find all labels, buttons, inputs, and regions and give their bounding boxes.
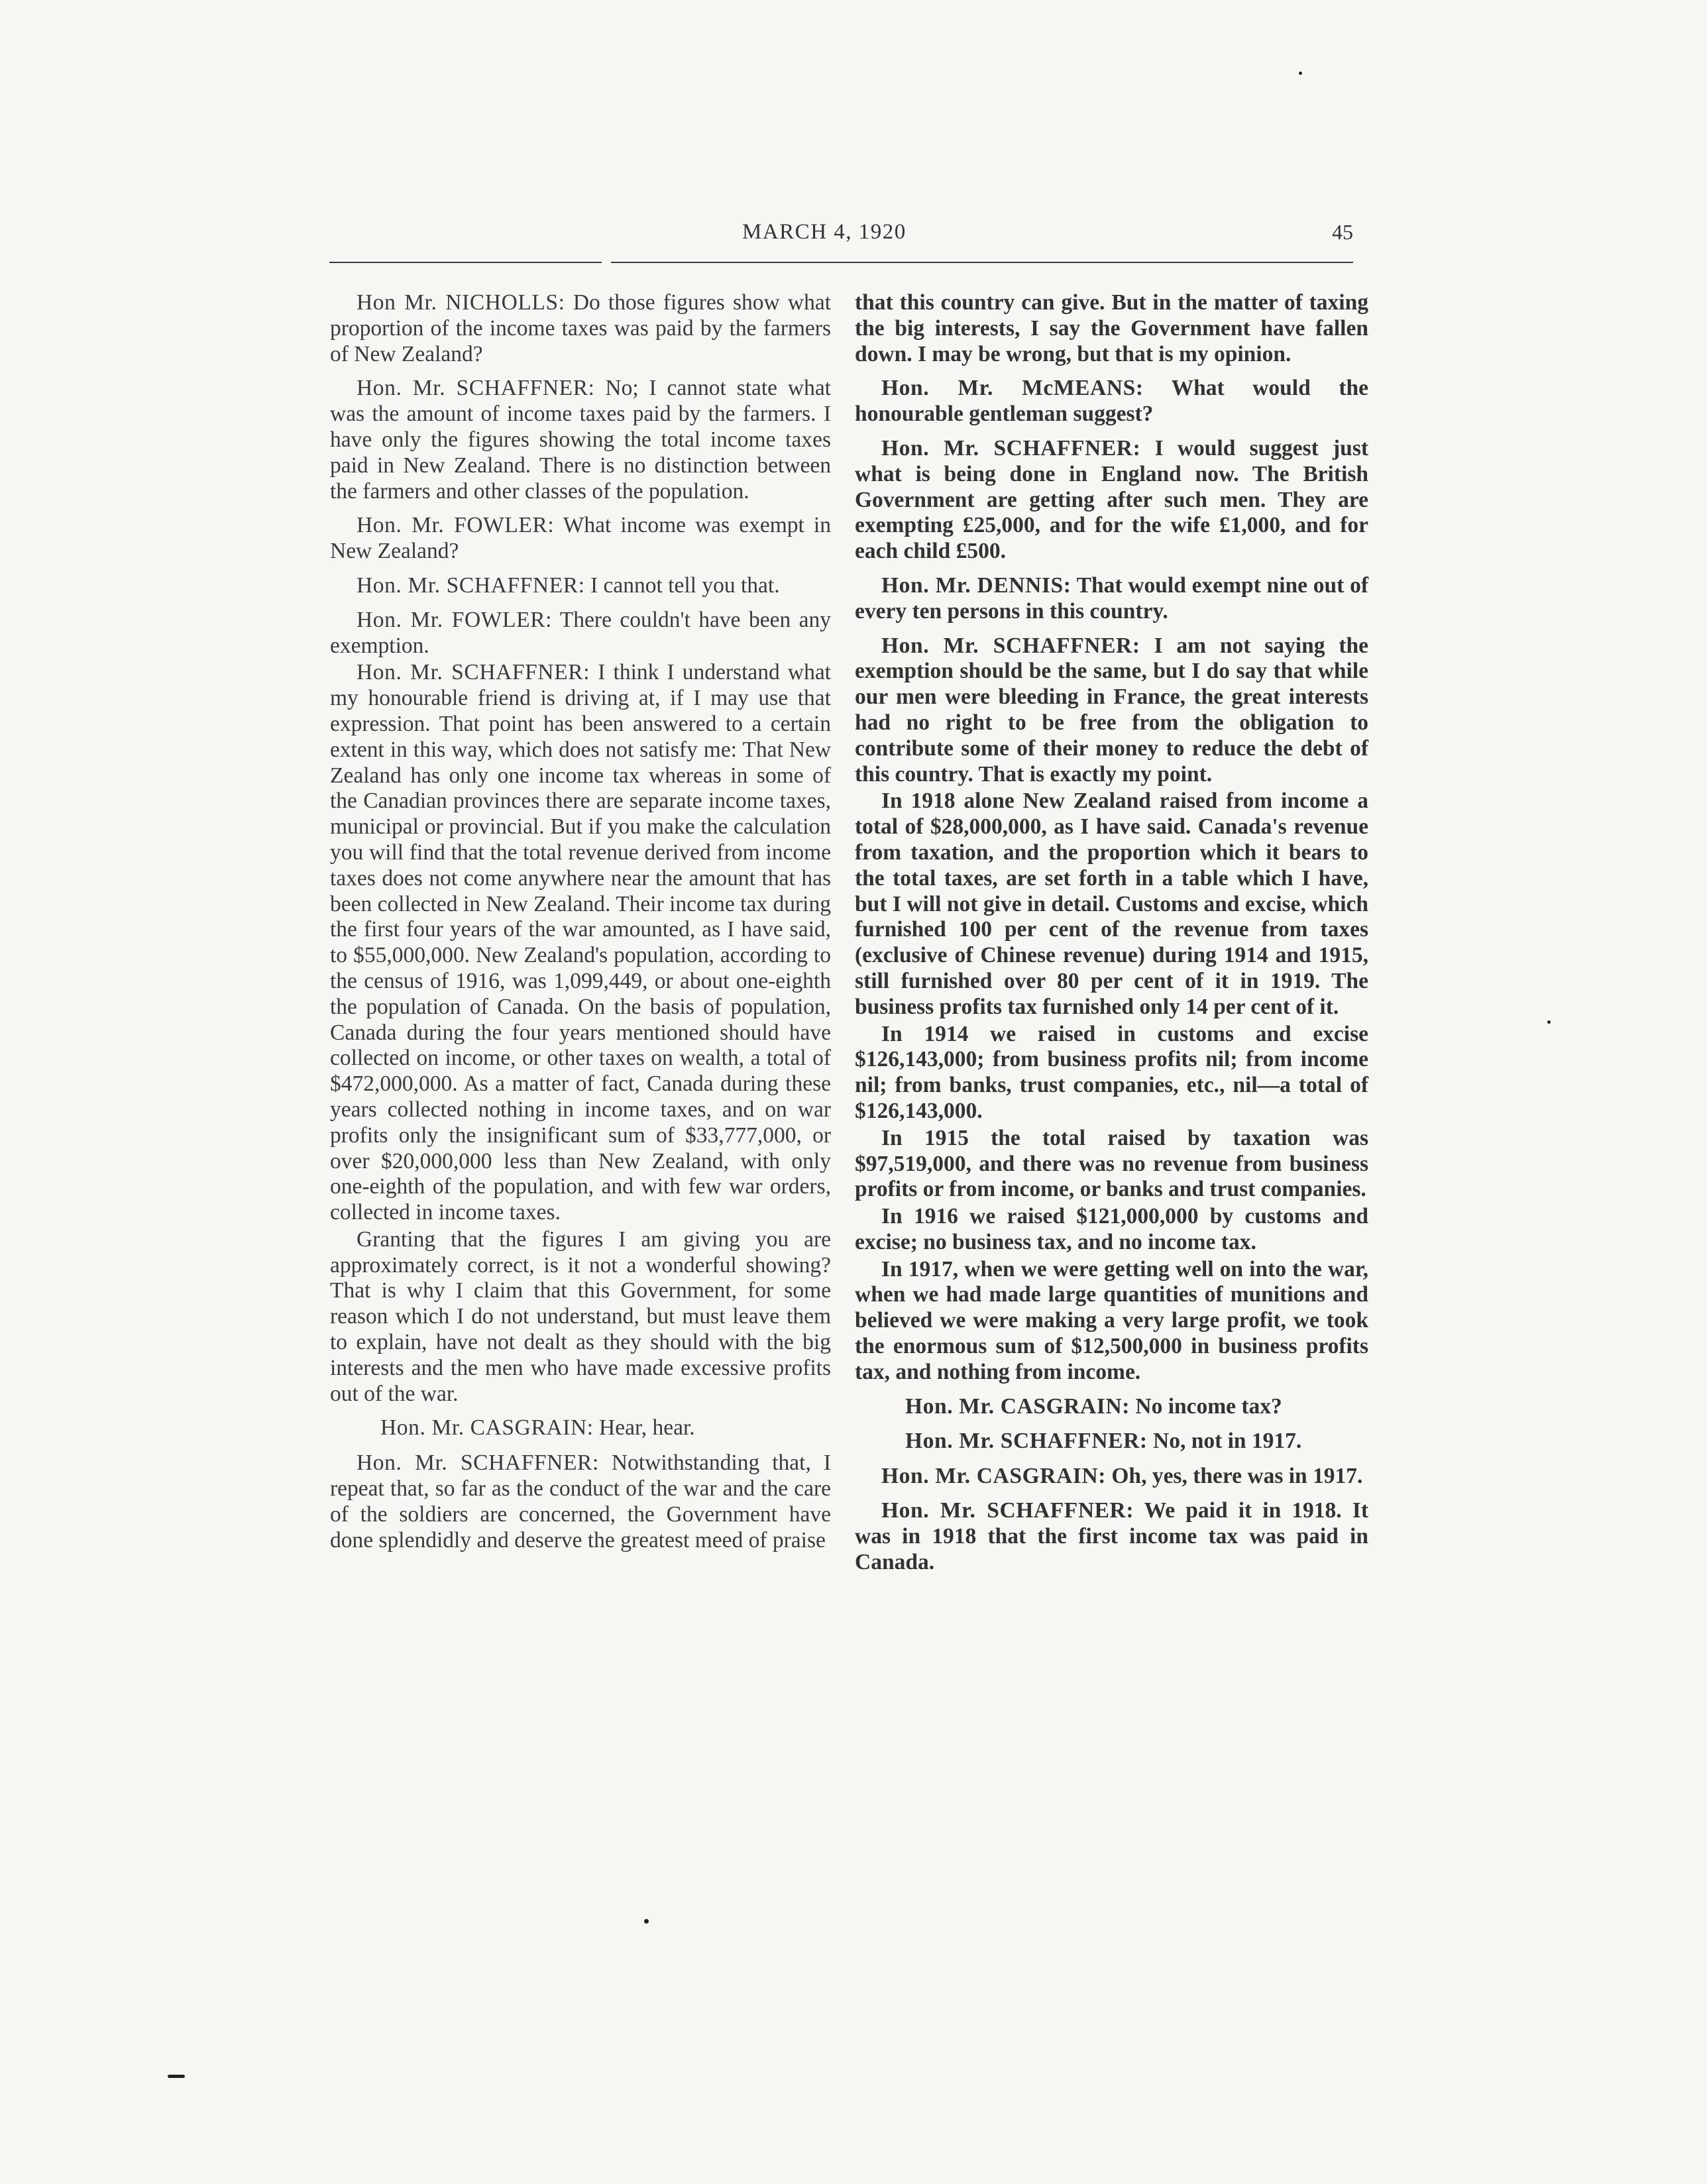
paragraph-text: In 1914 we raised in customs and excise $126,143,000; from business profits nil; from income nil; from banks, trust companies, etc., nil—a total of $126,143,000.: [855, 1021, 1368, 1123]
header-rule-right: [611, 262, 1353, 263]
paragraph: [330, 608, 831, 659]
speaker-name: Hon. Mr. CASGRAIN:: [380, 1415, 594, 1441]
paragraph: [855, 789, 1368, 1020]
paragraph-text: There couldn't have been any exemption.: [330, 607, 831, 658]
speaker-name: Hon. Mr. FOWLER:: [357, 513, 555, 538]
paragraph: [330, 1450, 831, 1553]
paragraph-text: Notwithstanding that, I repeat that, so far as the conduct of the war and the care of the soldiers are concerned, the Government have done splendidly and deserve the greatest meed of praise: [330, 1450, 832, 1553]
speaker-name: Hon. Mr. SCHAFFNER:: [357, 1450, 599, 1476]
header-rule-left: [329, 262, 602, 263]
paragraph-text: In 1915 the total raised by taxation was $97,519,000, and there was no revenue from business profits or from income, or banks and trust companies.: [855, 1125, 1368, 1202]
speaker-name: Hon. Mr. CASGRAIN:: [905, 1393, 1130, 1419]
paragraph-text: We paid it in 1918. It was in 1918 that the first income tax was paid in Canada.: [855, 1498, 1368, 1574]
paragraph: [855, 1498, 1368, 1575]
speaker-name: Hon. Mr. SCHAFFNER:: [881, 1498, 1134, 1523]
speaker-name: Hon. Mr. SCHAFFNER:: [357, 376, 595, 401]
paragraph-text: No, not in 1917.: [1153, 1429, 1302, 1454]
paragraph-text: Do those figures show what proportion of the income taxes was paid by the farmers of New Zealand?: [330, 290, 832, 366]
paragraph-text: Hear, hear.: [599, 1415, 695, 1441]
speaker-name: Hon. Mr. DENNIS:: [881, 573, 1072, 598]
paragraph-text: In 1917, when we were getting well on into the war, when we had made large quantities of munitions and believed we were making a very large profit, we took the enormous sum of $12,500,000 in business profits tax, and nothing from income.: [855, 1256, 1368, 1384]
paragraph: [330, 290, 831, 367]
paragraph-text: that this country can give. But in the matter of taxing the big interests, I say the Government have fallen down. I may be wrong, but that is my opinion.: [855, 290, 1368, 366]
speaker-name: Hon Mr. NICHOLLS:: [357, 290, 565, 315]
paragraph-text: That would exempt nine out of every ten persons in this country.: [855, 573, 1368, 624]
speck-mark: [644, 1919, 649, 1924]
paragraph-text: I cannot tell you that.: [590, 573, 780, 598]
paragraph: [330, 660, 831, 1226]
page-number: 45: [1332, 220, 1353, 244]
paragraph: [855, 290, 1368, 367]
speaker-name: Hon. Mr. SCHAFFNER:: [357, 573, 585, 598]
paragraph: [855, 573, 1368, 625]
speaker-name: Hon. Mr. CASGRAIN:: [881, 1464, 1106, 1489]
paragraph: [855, 1394, 1368, 1420]
paragraph: [855, 1126, 1368, 1203]
paragraph: [855, 633, 1368, 788]
header-date: MARCH 4, 1920: [742, 220, 907, 244]
paragraph: [855, 1429, 1368, 1454]
paragraph-text: Granting that the figures I am giving you are approximately correct, is it not a wonderful showing? That is why I claim that this Government, for some reason which I do not understand, but must leave them to explain, have not dealt as they should with the big interests and the men who have made excessive profits out of the war.: [330, 1227, 831, 1406]
speaker-name: Hon. Mr. SCHAFFNER:: [881, 435, 1141, 461]
speck-mark: [1299, 72, 1302, 75]
speaker-name: Hon. Mr. SCHAFFNER:: [881, 633, 1140, 658]
paragraph-text: In 1918 alone New Zealand raised from income a total of $28,000,000, as I have said. Canada's revenue from taxation, and the proportion which it bears to the total taxes, are set forth in a table which I have, but I will not give in detail. Customs and excise, which furnished 100 per cent of the revenue from taxes (exclusive of Chinese revenue) during 1914 and 1915, still furnished over 80 per cent of it in 1919. The business profits tax furnished only 14 per cent of it.: [855, 789, 1368, 1019]
left-column: [330, 290, 831, 1562]
speaker-name: Hon. Mr. SCHAFFNER:: [905, 1429, 1148, 1454]
paragraph: [855, 376, 1368, 427]
right-column: [855, 290, 1368, 1584]
paragraph-text: No income tax?: [1135, 1393, 1282, 1419]
speaker-name: Hon. Mr. McMEANS:: [881, 376, 1144, 401]
paragraph-text: I am not saying the exemption should be the same, but I do say that while our men were bleeding in France, the great interests had no right to be free from the obligation to contribute some of their money to reduce the debt of this country. That is exactly my point.: [855, 633, 1368, 787]
paragraph: [855, 1204, 1368, 1256]
paragraph: [855, 1257, 1368, 1386]
paragraph: [330, 1227, 831, 1407]
paragraph-text: I would suggest just what is being done in England now. The British Government are getting after such men. They are exempting £25,000, and for the wife £1,000, and for each child £500.: [855, 435, 1369, 564]
paragraph-text: Oh, yes, there was in 1917.: [1111, 1464, 1363, 1489]
speaker-name: Hon. Mr. SCHAFFNER:: [357, 660, 590, 685]
paragraph: [330, 376, 831, 504]
paragraph-text: What would the honourable gentleman suggest?: [855, 376, 1368, 427]
speck-mark: [1547, 1020, 1551, 1024]
paragraph-text: No; I cannot state what was the amount of income taxes paid by the farmers. I have only the figures showing the total income taxes paid in New Zealand. There is no distinction between the farmers and other classes of the population.: [330, 376, 831, 504]
paragraph-text: In 1916 we raised $121,000,000 by customs and excise; no business tax, and no income tax.: [855, 1204, 1368, 1254]
paragraph: [855, 1022, 1368, 1124]
paragraph: [855, 1464, 1368, 1490]
paragraph: [330, 513, 831, 565]
paragraph-text: I think I understand what my honourable friend is driving at, if I may use that expression. That point has been answered to a certain extent in this way, which does not satisfy me: That New Zealand has only one income tax whereas in some of the Canadian provinces there are separate income taxes, municipal or provincial. But if you make the calculation you will find that the total revenue derived from income taxes does not come anywhere near the amount that has been collected in New Zealand. Their income tax during the first four years of the war amounted, as I have said, to $55,000,000. New Zealand's population, according to the census of 1916, was 1,099,449, or about one-eighth the population of Canada. On the basis of population, Canada during the four years mentioned should have collected on income, or other taxes on wealth, a total of $472,000,000. As a matter of fact, Canada during these years collected nothing in income taxes, and on war profits only the insignificant sum of $33,777,000, or over $20,000,000 less than New Zealand, with only one-eighth of the population, and with few war orders, collected in income taxes.: [330, 660, 831, 1225]
paragraph: [330, 1415, 831, 1441]
paragraph: [855, 436, 1368, 565]
paragraph: [330, 573, 831, 599]
dash-mark: [168, 2075, 185, 2078]
paragraph-text: What income was exempt in New Zealand?: [330, 513, 831, 564]
speaker-name: Hon. Mr. FOWLER:: [357, 607, 552, 632]
